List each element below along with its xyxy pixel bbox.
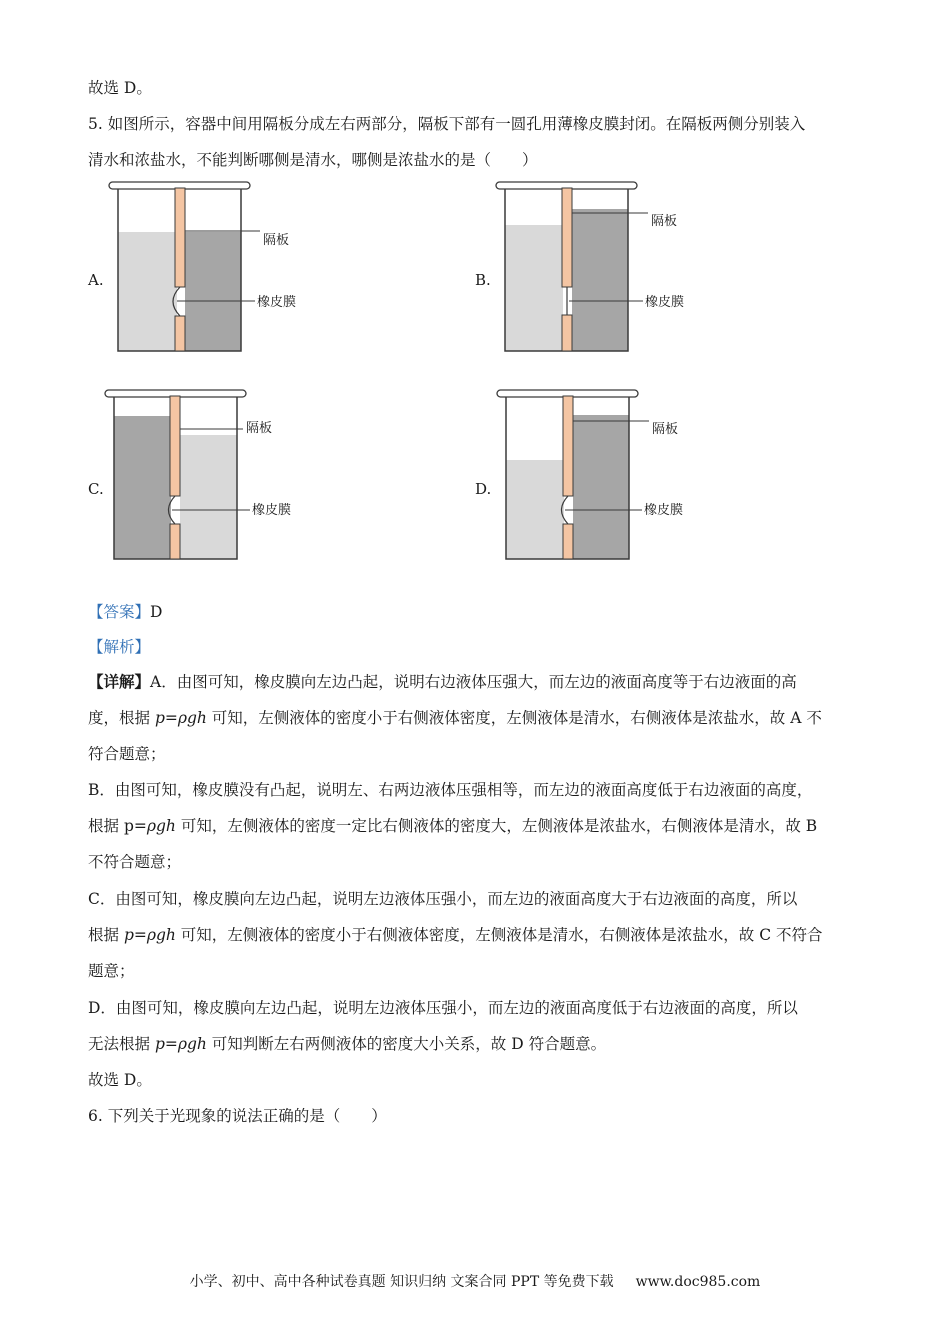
left-liquid [506, 460, 564, 559]
partition-upper [175, 188, 185, 287]
right-liquid [180, 435, 237, 559]
detail-b-text-2b: 可知，左侧液体的密度一定比右侧液体的密度大，左侧液体是浓盐水，右侧液体是清水，故 B [175, 817, 818, 835]
detail-b-line1: B．由图可知，橡皮膜没有凸起，说明左、右两边液体压强相等，而左边的液面高度低于右边液面的高度， [88, 781, 813, 799]
partition-upper [170, 396, 180, 496]
conclusion: 故选 D。 [88, 1071, 152, 1089]
option-b-diagram [493, 178, 703, 358]
formula: p=ρgh [154, 709, 207, 727]
partition-upper [563, 396, 573, 496]
option-a-label: A. [88, 271, 104, 289]
formula-p: p= [123, 817, 147, 835]
detail-a-line3: 符合题意； [88, 745, 166, 763]
detail-a-line2 [88, 708, 822, 728]
detail-a-line1 [88, 672, 797, 692]
left-liquid [114, 416, 171, 559]
membrane-label: 橡皮膜 [645, 295, 685, 310]
detail-a-text-1: A．由图可知，橡皮膜向左边凸起，说明右边液体压强大，而左边的液面高度等于右边液面的高 [150, 673, 797, 691]
detail-a-text-2a: 度，根据 [88, 709, 155, 727]
membrane-label: 橡皮膜 [257, 295, 297, 310]
partition-lower [175, 316, 185, 351]
right-liquid [573, 415, 629, 559]
analysis-tag: 【解析】 [88, 638, 151, 656]
option-b-label: B. [475, 271, 491, 289]
formula: p=ρgh [154, 1035, 207, 1053]
question-stem-text-1: 如图所示，容器中间用隔板分成左右两部分，隔板下部有一圆孔用薄橡皮膜封闭。在隔板两侧分别装入 [107, 115, 806, 133]
option-c-diagram [100, 386, 310, 566]
membrane-label: 橡皮膜 [252, 503, 292, 518]
partition-label: 隔板 [651, 214, 678, 229]
detail-c-text-2a: 根据 [88, 926, 124, 944]
detail-b-line2 [88, 816, 817, 836]
detail-d-text-2a: 无法根据 [88, 1035, 155, 1053]
partition-lower [563, 524, 573, 559]
partition-label: 隔板 [246, 421, 273, 436]
detail-b-text-2a: 根据 [88, 817, 124, 835]
partition-lower [170, 524, 180, 559]
detail-tag: 【详解】 [88, 672, 151, 691]
footer-text: 小学、初中、高中各种试卷真题 知识归纳 文案合同 PPT 等免费下载 [189, 1274, 614, 1290]
detail-c-line1: C．由图可知，橡皮膜向左边凸起，说明左边液体压强小，而左边的液面高度大于右边液面的高度，所以 [88, 890, 798, 908]
option-d-label: D. [475, 480, 492, 498]
left-liquid [505, 225, 563, 351]
answer-tag: 【答案】 [88, 603, 151, 621]
question-stem-line2: 清水和浓盐水，不能判断哪侧是清水，哪侧是浓盐水的是（ ） [88, 151, 538, 169]
next-question: 6. 下列关于光现象的说法正确的是（ ） [88, 1107, 387, 1125]
membrane-label: 橡皮膜 [644, 503, 684, 518]
detail-c-line3: 题意； [88, 962, 135, 980]
detail-d-text-2b: 可知判断左右两侧液体的密度大小关系，故 D 符合题意。 [206, 1035, 607, 1053]
page-footer [0, 1271, 950, 1291]
detail-c-line2 [88, 925, 823, 945]
option-a-diagram [105, 178, 315, 358]
detail-c-text-2b: 可知，左侧液体的密度小于右侧液体密度，左侧液体是清水，右侧液体是浓盐水，故 C 不符合 [175, 926, 823, 944]
footer-url[interactable]: www.doc985.com [635, 1274, 761, 1290]
question-stem-line1 [88, 114, 805, 134]
detail-d-line2 [88, 1034, 606, 1054]
question-number: 5. [88, 115, 103, 133]
left-liquid [118, 232, 177, 351]
detail-a-text-2b: 可知，左侧液体的密度小于右侧液体密度，左侧液体是清水，右侧液体是浓盐水，故 A 不 [206, 709, 822, 727]
partition-upper [562, 188, 572, 287]
formula-rest: ρgh [146, 817, 176, 835]
option-d-diagram [494, 386, 704, 566]
detail-d-line1: D．由图可知，橡皮膜向左边凸起，说明左边液体压强小，而左边的液面高度低于右边液面的高度，所以 [88, 999, 798, 1017]
right-liquid [572, 209, 628, 351]
partition-label: 隔板 [652, 422, 679, 437]
answer-value: D [150, 603, 163, 621]
right-liquid [185, 232, 241, 351]
formula: p=ρgh [123, 926, 176, 944]
previous-answer-conclusion: 故选 D。 [88, 79, 152, 97]
partition-label: 隔板 [263, 233, 290, 248]
answer-line [88, 602, 162, 622]
detail-b-line3: 不符合题意； [88, 853, 182, 871]
partition-lower [562, 315, 572, 351]
option-c-label: C. [88, 480, 104, 498]
